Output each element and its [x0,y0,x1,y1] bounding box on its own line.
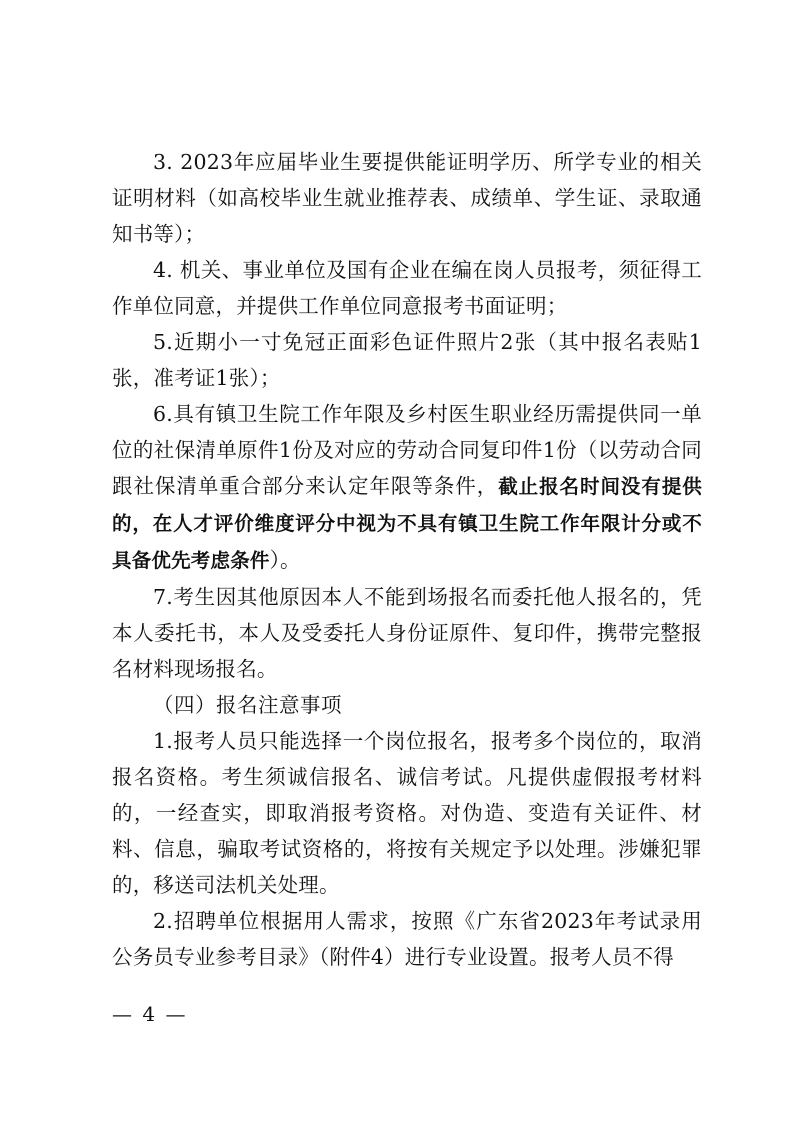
section-heading: （四）报名注意事项 [153,693,342,717]
paragraph-item-4: 4. 机关、事业单位及国有企业在编在岗人员报考，须征得工作单位同意，并提供工作单位同意报考书面证明； [112,258,702,318]
paragraph-item-6-tail: ）。 [269,548,301,572]
notice-item-2: 2.招聘单位根据用人需求，按照《广东省2023年考试录用公务员专业参考目录》（附件4）进行专业设置。报考人员不得 [112,909,702,969]
page-number: — 4 — [112,1002,188,1026]
paragraph-item-5: 5.近期小一寸免冠正面彩色证件照片2张（其中报名表贴1张，准考证1张）； [112,330,702,390]
paragraph-item-7: 7.考生因其他原因本人不能到场报名而委托他人报名的，凭本人委托书，本人及受委托人身份证原件、复印件，携带完整报名材料现场报名。 [112,585,702,681]
paragraph-item-6-bold-text: 截止报名时间没有提供的，在人才评价维度评分中视为不具有镇卫生院工作年限计分或不具备优先考虑条件 [112,475,702,572]
paragraph-item-3: 3. 2023年应届毕业生要提供能证明学历、所学专业的相关证明材料（如高校毕业生就业推荐表、成绩单、学生证、录取通知书等）； [112,150,702,246]
paragraph-item-6 [112,396,702,579]
paragraph-item-6-text: 6.具有镇卫生院工作年限及乡村医生职业经历需提供同一单位的社保清单原件1份及对应的劳动合同复印件1份（以劳动合同跟社保清单重合部分来认定年限等条件， [112,402,702,498]
notice-item-1: 1.报考人员只能选择一个岗位报名，报考多个岗位的，取消报名资格。考生须诚信报名、诚信考试。凡提供虚假报考材料的，一经查实，即取消报考资格。对伪造、变造有关证件、材料、信息，骗取考试资格的，将按有关规定予以处理。涉嫌犯罪的，移送司法机关处理。 [112,729,702,897]
document-body [112,144,702,975]
